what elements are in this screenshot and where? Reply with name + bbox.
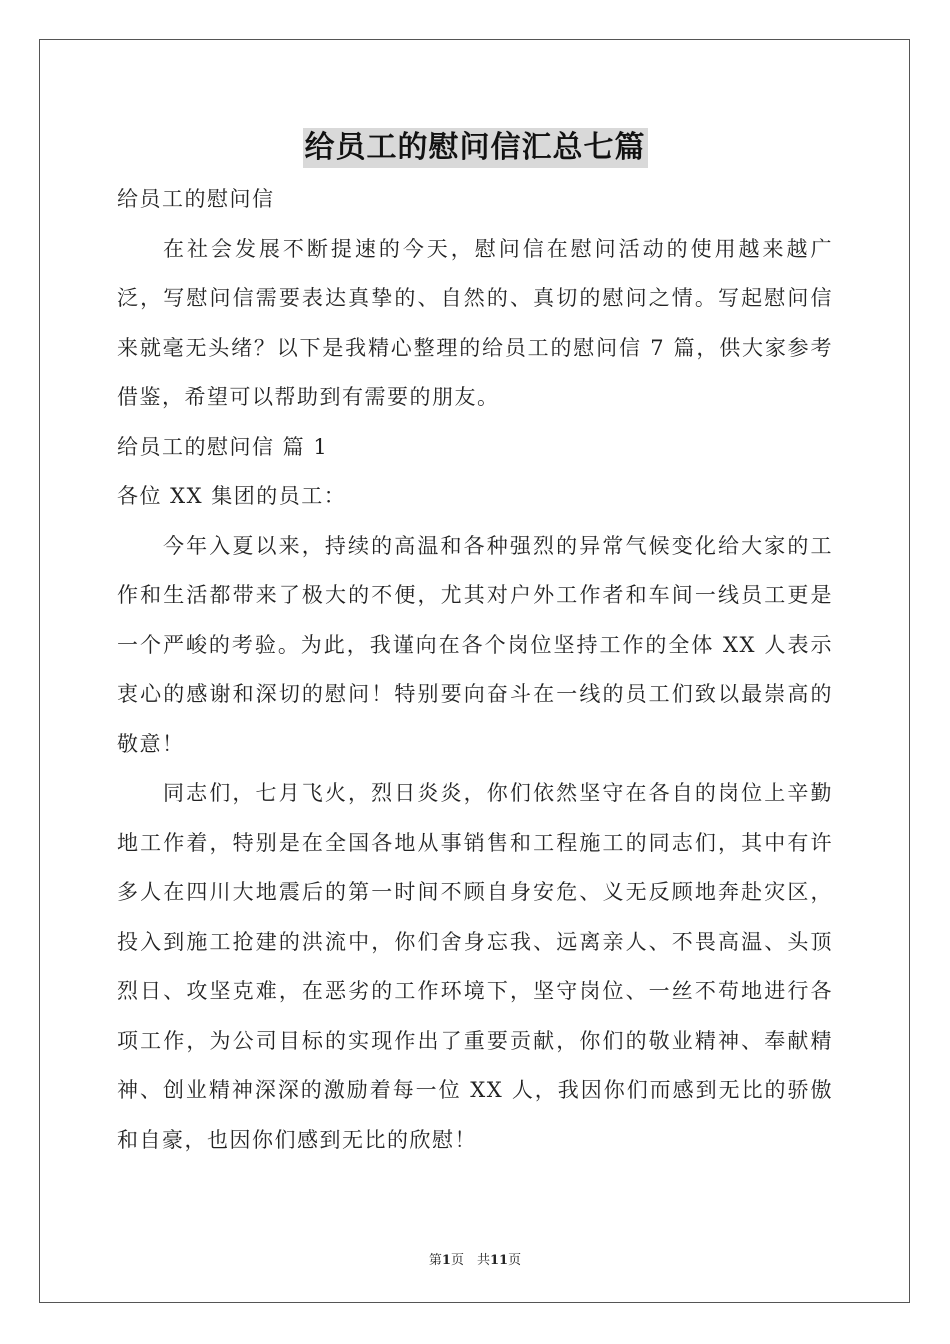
footer-page-number: 1 — [441, 1253, 451, 1268]
paragraph: 今年入夏以来，持续的高温和各种强烈的异常气候变化给大家的工作和生活都带来了极大的不便，尤其对户外工作者和车间一线员工更是一个严峻的考验。为此，我谨向在各个岗位坚持工作的全体 XX 人表示衷心的感谢和深切的慰问！特别要向奋斗在一线的员工们致以最崇高的敬意！ — [117, 533, 833, 756]
footer-total-pages: 11 — [489, 1253, 509, 1268]
title-container — [0, 128, 950, 168]
page-footer — [0, 1249, 950, 1268]
section-heading: 给员工的慰问信 篇 1 — [117, 434, 329, 459]
salutation: 各位 XX 集团的员工： — [117, 484, 347, 508]
footer-mid: 页 共 — [450, 1253, 490, 1268]
paragraph: 在社会发展不断提速的今天，慰问信在慰问活动的使用越来越广泛，写慰问信需要表达真挚的、自然的、真切的慰问之情。写起慰问信来就毫无头绪？以下是我精心整理的给员工的慰问信 7 篇，供大家参考借鉴，希望可以帮助到有需要的朋友。 — [117, 236, 833, 409]
paragraph: 同志们，七月飞火，烈日炎炎，你们依然坚守在各自的岗位上辛勤地工作着，特别是在全国各地从事销售和工程施工的同志们，其中有许多人在四川大地震后的第一时间不顾自身安危、义无反顾地奔赴灾区，投入到施工抢建的洪流中，你们舍身忘我、远离亲人、不畏高温、头顶烈日、攻坚克难，在恶劣的工作环境下，坚守岗位、一丝不苟地进行各项工作，为公司目标的实现作出了重要贡献，你们的敬业精神、奉献精神、创业精神深深的激励着每一位 XX 人，我因你们而感到无比的骄傲和自豪，也因你们感到无比的欣慰！ — [117, 781, 833, 1152]
document-title: 给员工的慰问信汇总七篇 — [303, 128, 648, 168]
footer-suffix: 页 — [508, 1253, 522, 1268]
footer-prefix: 第 — [428, 1253, 442, 1268]
paragraph: 给员工的慰问信 — [117, 187, 275, 211]
document-body — [117, 175, 833, 1165]
